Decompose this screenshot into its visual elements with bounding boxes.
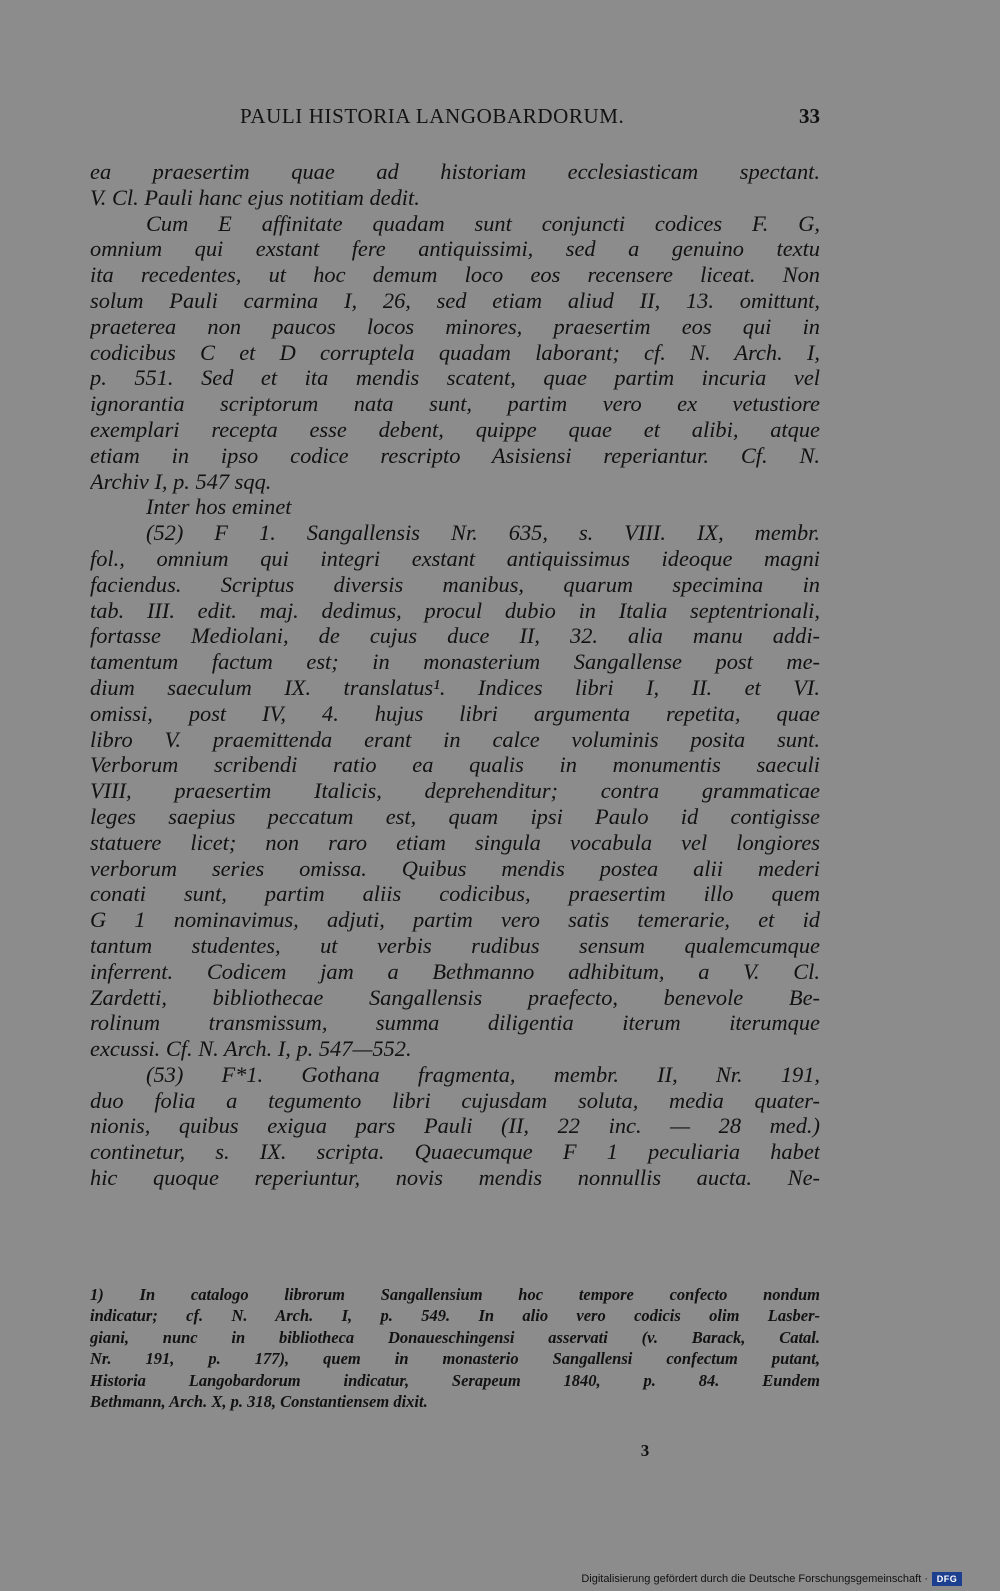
page-number: 33 (799, 104, 820, 128)
text-line: rolinum transmissum, summa diligentia iterum iterumque (90, 1010, 820, 1036)
footnote (90, 1284, 820, 1412)
text-line: praeterea non paucos locos minores, praesertim eos qui in (90, 313, 820, 339)
running-title: PAULI HISTORIA LANGOBARDORUM. (240, 104, 625, 128)
text-line: ita recedentes, ut hoc demum loco eos recensere liceat. Non (90, 262, 820, 288)
text-line: conati sunt, partim aliis codicibus, praesertim illo quem (90, 881, 820, 907)
text-line: statuere licet; non raro etiam singula vocabula vel longiores (90, 829, 820, 855)
text-line: libro V. praemittenda erant in calce voluminis posita sunt. (90, 726, 820, 752)
body-text (90, 159, 820, 1191)
text-line: omnium qui exstant fere antiquissimi, sed a genuino textu (90, 236, 820, 262)
text-line: continetur, s. IX. scripta. Quaecumque F 1 peculiaria habet (90, 1139, 820, 1165)
dfg-logo-icon: DFG (932, 1572, 962, 1586)
text-line: excussi. Cf. N. Arch. I, p. 547—552. (90, 1036, 412, 1062)
signature-mark: 3 (640, 1441, 650, 1460)
text-line: codicibus C et D corruptela quadam laborant; cf. N. Arch. I, (90, 339, 820, 365)
text-line: leges saepius peccatum est, quam ipsi Paulo id contigisse (90, 803, 820, 829)
text-line: duo folia a tegumento libri cujusdam soluta, media quater- (90, 1087, 820, 1113)
footnote-line: giani, nunc in bibliotheca Donaueschingensi asservati (v. Barack, Catal. (90, 1327, 820, 1347)
text-line: solum Pauli carmina I, 26, sed etiam aliud II, 13. omittunt, (90, 287, 820, 313)
text-line: (53) F*1. Gothana fragmenta, membr. II, Nr. 191, (146, 1061, 820, 1087)
text-line: nionis, quibus exigua pars Pauli (II, 22 inc. — 28 med.) (90, 1113, 820, 1139)
text-line: p. 551. Sed et ita mendis scatent, quae partim incuria vel (90, 365, 820, 391)
text-line: omissi, post IV, 4. hujus libri argumenta repetita, quae (90, 700, 820, 726)
text-line: faciendus. Scriptus diversis manibus, quarum specimina in (90, 571, 820, 597)
text-line: G 1 nominavimus, adjuti, partim vero satis temerarie, et id (90, 907, 820, 933)
text-line: Archiv I, p. 547 sqq. (90, 468, 272, 494)
text-line: tantum studentes, ut verbis rudibus sensum qualemcumque (90, 932, 820, 958)
text-line: ignorantia scriptorum nata sunt, partim vero ex vetustiore (90, 391, 820, 417)
text-line: Inter hos eminet (146, 494, 292, 520)
text-line: Verborum scribendi ratio ea qualis in monumentis saeculi (90, 752, 820, 778)
text-line: verborum series omissa. Quibus mendis postea alii mederi (90, 855, 820, 881)
text-line: hic quoque reperiuntur, novis mendis nonnullis aucta. Ne- (90, 1165, 820, 1191)
running-head (90, 104, 820, 134)
text-line: ea praesertim quae ad historiam ecclesiasticam spectant. (90, 159, 820, 184)
text-line: tamentum factum est; in monasterium Sangallense post me- (90, 649, 820, 675)
text-line: Zardetti, bibliothecae Sangallensis praefecto, benevole Be- (90, 984, 820, 1010)
footnote-line: Nr. 191, p. 177), quem in monasterio Sangallensi confectum putant, (90, 1349, 820, 1369)
text-line: etiam in ipso codice rescripto Asisiensi reperiantur. Cf. N. (90, 442, 820, 468)
text-line: Cum E affinitate quadam sunt conjuncti codices F. G, (146, 210, 820, 236)
text-line: tab. III. edit. maj. dedimus, procul dubio in Italia septentrionali, (90, 597, 820, 623)
text-line: inferrent. Codicem jam a Bethmanno adhibitum, a V. Cl. (90, 958, 820, 984)
credit-text: Digitalisierung gefördert durch die Deutsche Forschungsgemeinschaft · (581, 1573, 928, 1585)
text-line: V. Cl. Pauli hanc ejus notitiam dedit. (90, 184, 420, 210)
footnote-line: indicatur; cf. N. Arch. I, p. 549. In alio vero codicis olim Lasber- (90, 1306, 820, 1326)
text-line: exemplari recepta esse debent, quippe quae et alibi, atque (90, 416, 820, 442)
text-line: (52) F 1. Sangallensis Nr. 635, s. VIII. IX, membr. (146, 520, 820, 546)
text-line: VIII, praesertim Italicis, deprehenditur; contra grammaticae (90, 778, 820, 804)
footnote-line: Historia Langobardorum indicatur, Serapeum 1840, p. 84. Eundem (90, 1370, 820, 1390)
text-line: dium saeculum IX. translatus¹. Indices libri I, II. et VI. (90, 674, 820, 700)
digitization-credit (581, 1571, 962, 1587)
footnote-line: Bethmann, Arch. X, p. 318, Constantiensem dixit. (90, 1392, 428, 1412)
footnote-line: 1) In catalogo librorum Sangallensium hoc tempore confecto nondum (90, 1285, 820, 1304)
text-line: fortasse Mediolani, de cujus duce II, 32. alia manu addi- (90, 623, 820, 649)
text-line: fol., omnium qui integri exstant antiquissimus ideoque magni (90, 545, 820, 571)
